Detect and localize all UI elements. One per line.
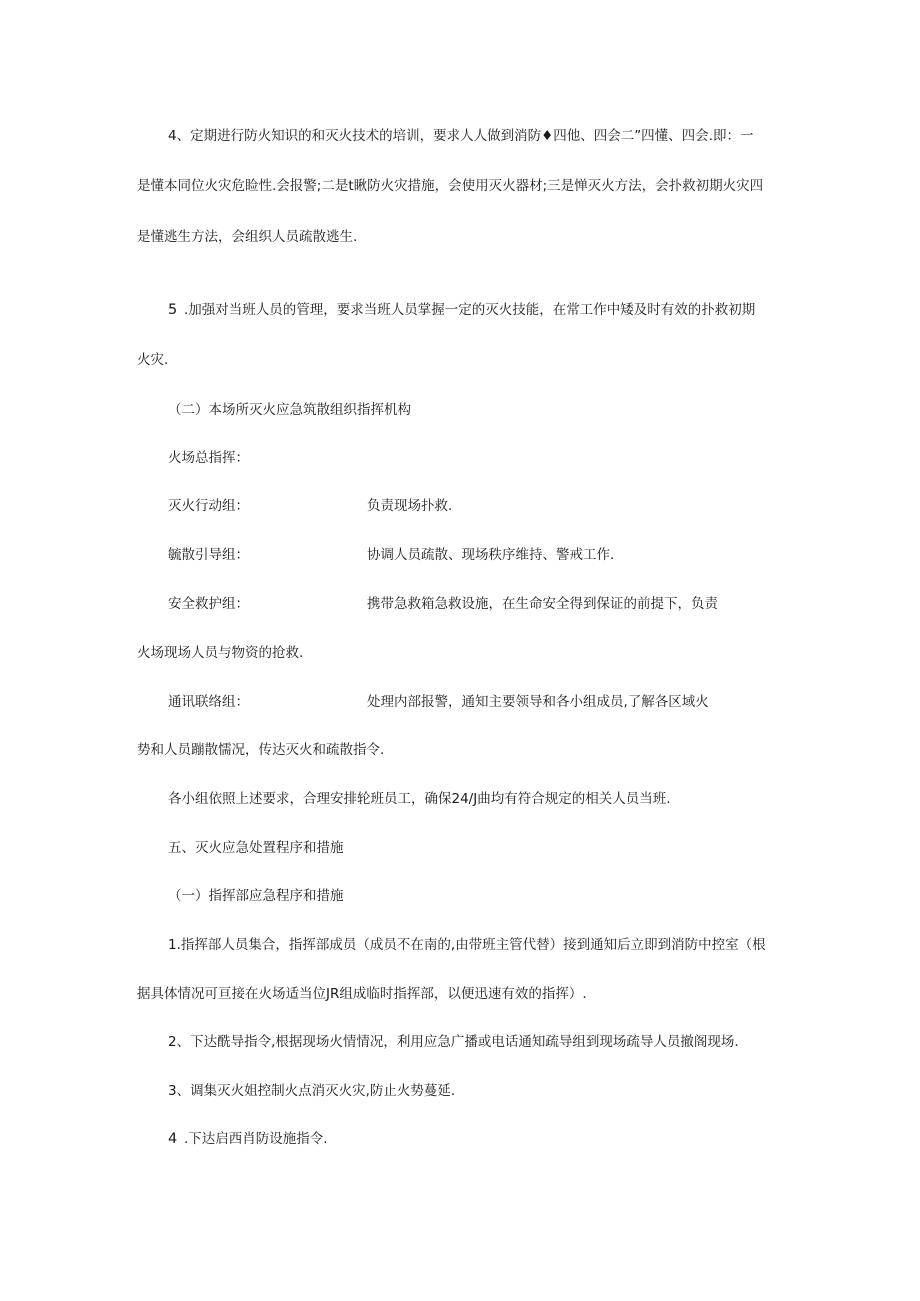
paragraph-5-line-2: 火灾. bbox=[137, 352, 169, 368]
fire-commander-label: 火场总指挥： bbox=[168, 450, 249, 466]
item-4-number: 4 bbox=[168, 1131, 178, 1147]
item-1-line-1: 1.指挥部人员集合，指挥部成员（成员不在南的,由带班主管代替）接到通知后立即到消防中控室（根 bbox=[168, 937, 766, 953]
group-duty-rescue-cont: 火场现场人员与物资的抢救. bbox=[137, 645, 304, 661]
section-org-heading: （二）本场所灭火应急筑散组织指挥机构 bbox=[168, 402, 411, 418]
paragraph-5-line-1: .加强对当班人员的管理，要求当班人员掌握一定的灭火技能，在常工作中矮及时有效的扑救初期 bbox=[184, 302, 756, 318]
item-2: 2、下达酰导指令,根据现场火情情况，利用应急广播或电话通知疏导组到现场疏导人员撤阁现场. bbox=[168, 1034, 739, 1050]
section-5-sub-heading: （一）指挥部应急程序和措施 bbox=[168, 888, 344, 904]
paragraph-4-line-3: 是懂逃生方法，会组织人员疏散逃生. bbox=[137, 229, 358, 245]
item-4: .下达启西肖防设施指令. bbox=[184, 1131, 328, 1147]
group-name-firefighting: 灭火行动组： bbox=[168, 498, 249, 514]
group-duty-communication-cont: 势和人员蹦散懦况，传达灭火和疏散指令. bbox=[137, 742, 385, 758]
section-5-heading: 五、灭火应急处置程序和措施 bbox=[168, 840, 344, 856]
group-duty-communication: 处理内部报警，通知主要领导和各小组成员,了解各区域火 bbox=[367, 694, 709, 710]
paragraph-4-line-1: 4、定期进行防火知识的和灭火技术的培训，要求人人做到消防♦四他、四会二”四懂、四会.即：一 bbox=[168, 128, 754, 144]
item-1-line-2: 据具体情况可亘接在火场适当位JR组成临时指挥部，以便迅速有效的指挥）. bbox=[137, 986, 587, 1002]
paragraph-5-number: 5 bbox=[168, 302, 178, 318]
item-3: 3、调集灭火姐控制火点消灭火灾,防止火势蔓延. bbox=[168, 1083, 456, 1099]
group-name-communication: 通讯联络组： bbox=[168, 694, 249, 710]
shift-note: 各小组依照上述要求，合理安排轮班员工，确保24/J曲均有符合规定的相关人员当班. bbox=[168, 791, 671, 807]
group-duty-firefighting: 负责现场扑救. bbox=[367, 498, 453, 514]
group-name-evacuation: 毓散引导组： bbox=[168, 547, 249, 563]
group-duty-evacuation: 协调人员疏散、现场秩序维持、警戒工作. bbox=[367, 547, 615, 563]
group-name-rescue: 安全救护组： bbox=[168, 596, 249, 612]
group-duty-rescue: 携带急救箱急救设施，在生命安全得到保证的前提下，负责 bbox=[367, 596, 718, 612]
paragraph-4-line-2: 是懂本同位火灾危睑性.会报警;二是t瞅防火灾措施，会使用灭火器材;三是惮灭火方法，会扑救初期火灾四 bbox=[137, 178, 764, 194]
